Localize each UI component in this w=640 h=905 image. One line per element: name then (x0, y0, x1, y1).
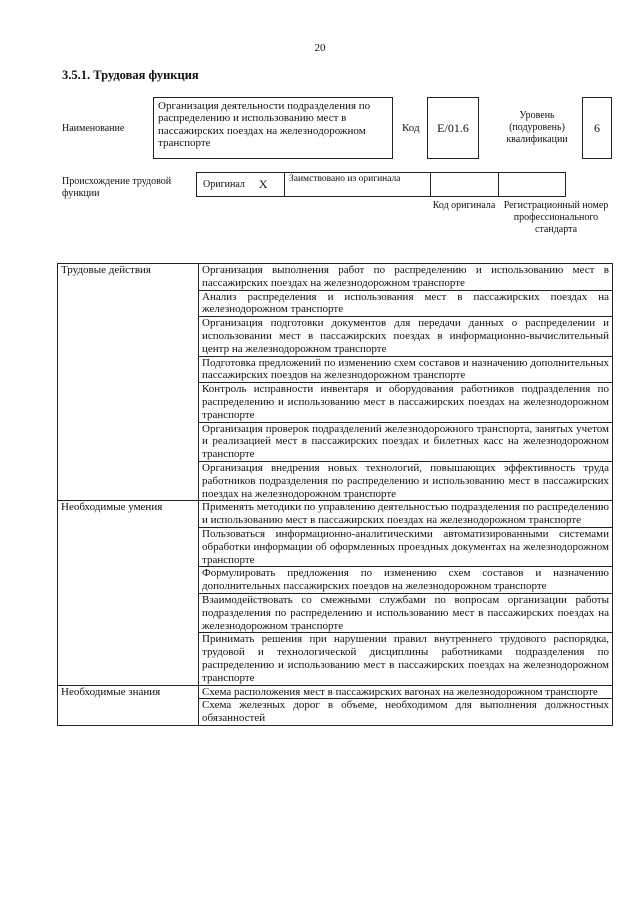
table-cell: Контроль исправности инвентаря и оборудования работников подразделения по распределению и использованию мест в пассажирских поездах на железнодорожном транспорте (199, 383, 613, 422)
code-original-cell (431, 173, 499, 196)
table-cell: Применять методики по управлению деятельностью подразделения по распределению и использованию мест в пассажирских поездах на железнодорожном транспорте (199, 501, 613, 528)
section-title: 3.5.1. Трудовая функция (62, 68, 199, 82)
table-cell: Организация внедрения новых технологий, повышающих эффективность труда работников подразделения по распределению и использованию мест в пассажирских поездах на железнодорожном транспорте (199, 461, 613, 500)
table-cell: Схема железных дорог в объеме, необходимом для выполнения должностных обязанностей (199, 699, 613, 726)
name-label: Наименование (62, 123, 125, 134)
level-label: Уровень (подуровень) квалификации (506, 110, 568, 145)
original-mark: X (258, 177, 268, 191)
table-cell: Взаимодействовать со смежными службами по вопросам организации работы подразделения по распределению и использованию мест в пассажирских поездах на железнодорожном транспорте (199, 593, 613, 632)
table-cell: Организация проверок подразделений железнодорожного транспорта, занятых учетом и реализацией мест в пассажирских поездах и билетных касс на железнодорожном транспорте (199, 422, 613, 461)
category-cell: Трудовые действия (58, 264, 199, 501)
category-cell: Необходимые знания (58, 685, 199, 725)
reg-number-caption: Регистрационный номер профессионального стандарта (503, 200, 609, 235)
table-row (58, 264, 613, 291)
table-row (58, 501, 613, 528)
origin-row (196, 172, 566, 197)
code-value: E/01.6 (427, 97, 479, 159)
table-cell: Принимать решения при нарушении правил внутреннего трудового распорядка, трудовой и технологической дисциплины работниками подразделения по распределению и использованию мест в пассажирских поездах на железнодорожном транспорте (199, 633, 613, 685)
origin-original-cell (197, 173, 285, 196)
code-label: Код (402, 122, 420, 134)
borrowed-cell: Заимствовано из оригинала (285, 173, 431, 196)
table-cell: Пользоваться информационно-аналитическими автоматизированными системами обработки информации об оформленных проездных документах на железнодорожном транспорте (199, 527, 613, 566)
table-cell: Формулировать предложения по изменению схем составов и назначению дополнительных пассажирских поездов на железнодорожном транспорте (199, 567, 613, 594)
function-table (57, 263, 613, 726)
table-row (58, 685, 613, 699)
table-cell: Подготовка предложений по изменению схем составов и назначению дополнительных пассажирских поездов на железнодорожном транспорте (199, 356, 613, 383)
page-number: 20 (314, 42, 326, 54)
original-label: Оригинал (203, 179, 245, 190)
table-cell: Организация подготовки документов для передачи данных о распределении и использовании мест в пассажирских поездах в информационно-вычислительный центр на железнодорожном транспорте (199, 317, 613, 356)
category-cell: Необходимые умения (58, 501, 199, 685)
level-value: 6 (582, 97, 612, 159)
table-cell: Анализ распределения и использования мест в пассажирских поездах на железнодорожном транспорте (199, 290, 613, 317)
reg-number-cell (499, 173, 565, 196)
table-cell: Схема расположения мест в пассажирских вагонах на железнодорожном транспорте (199, 685, 613, 699)
name-value: Организация деятельности подразделения по распределению и использованию мест в пассажирских поездах на железнодорожном транспорте (153, 97, 393, 159)
origin-label: Происхождение трудовой функции (62, 176, 172, 199)
code-original-caption: Код оригинала (432, 200, 496, 211)
table-cell: Организация выполнения работ по распределению и использованию мест в пассажирских поездах на железнодорожном транспорте (199, 264, 613, 291)
